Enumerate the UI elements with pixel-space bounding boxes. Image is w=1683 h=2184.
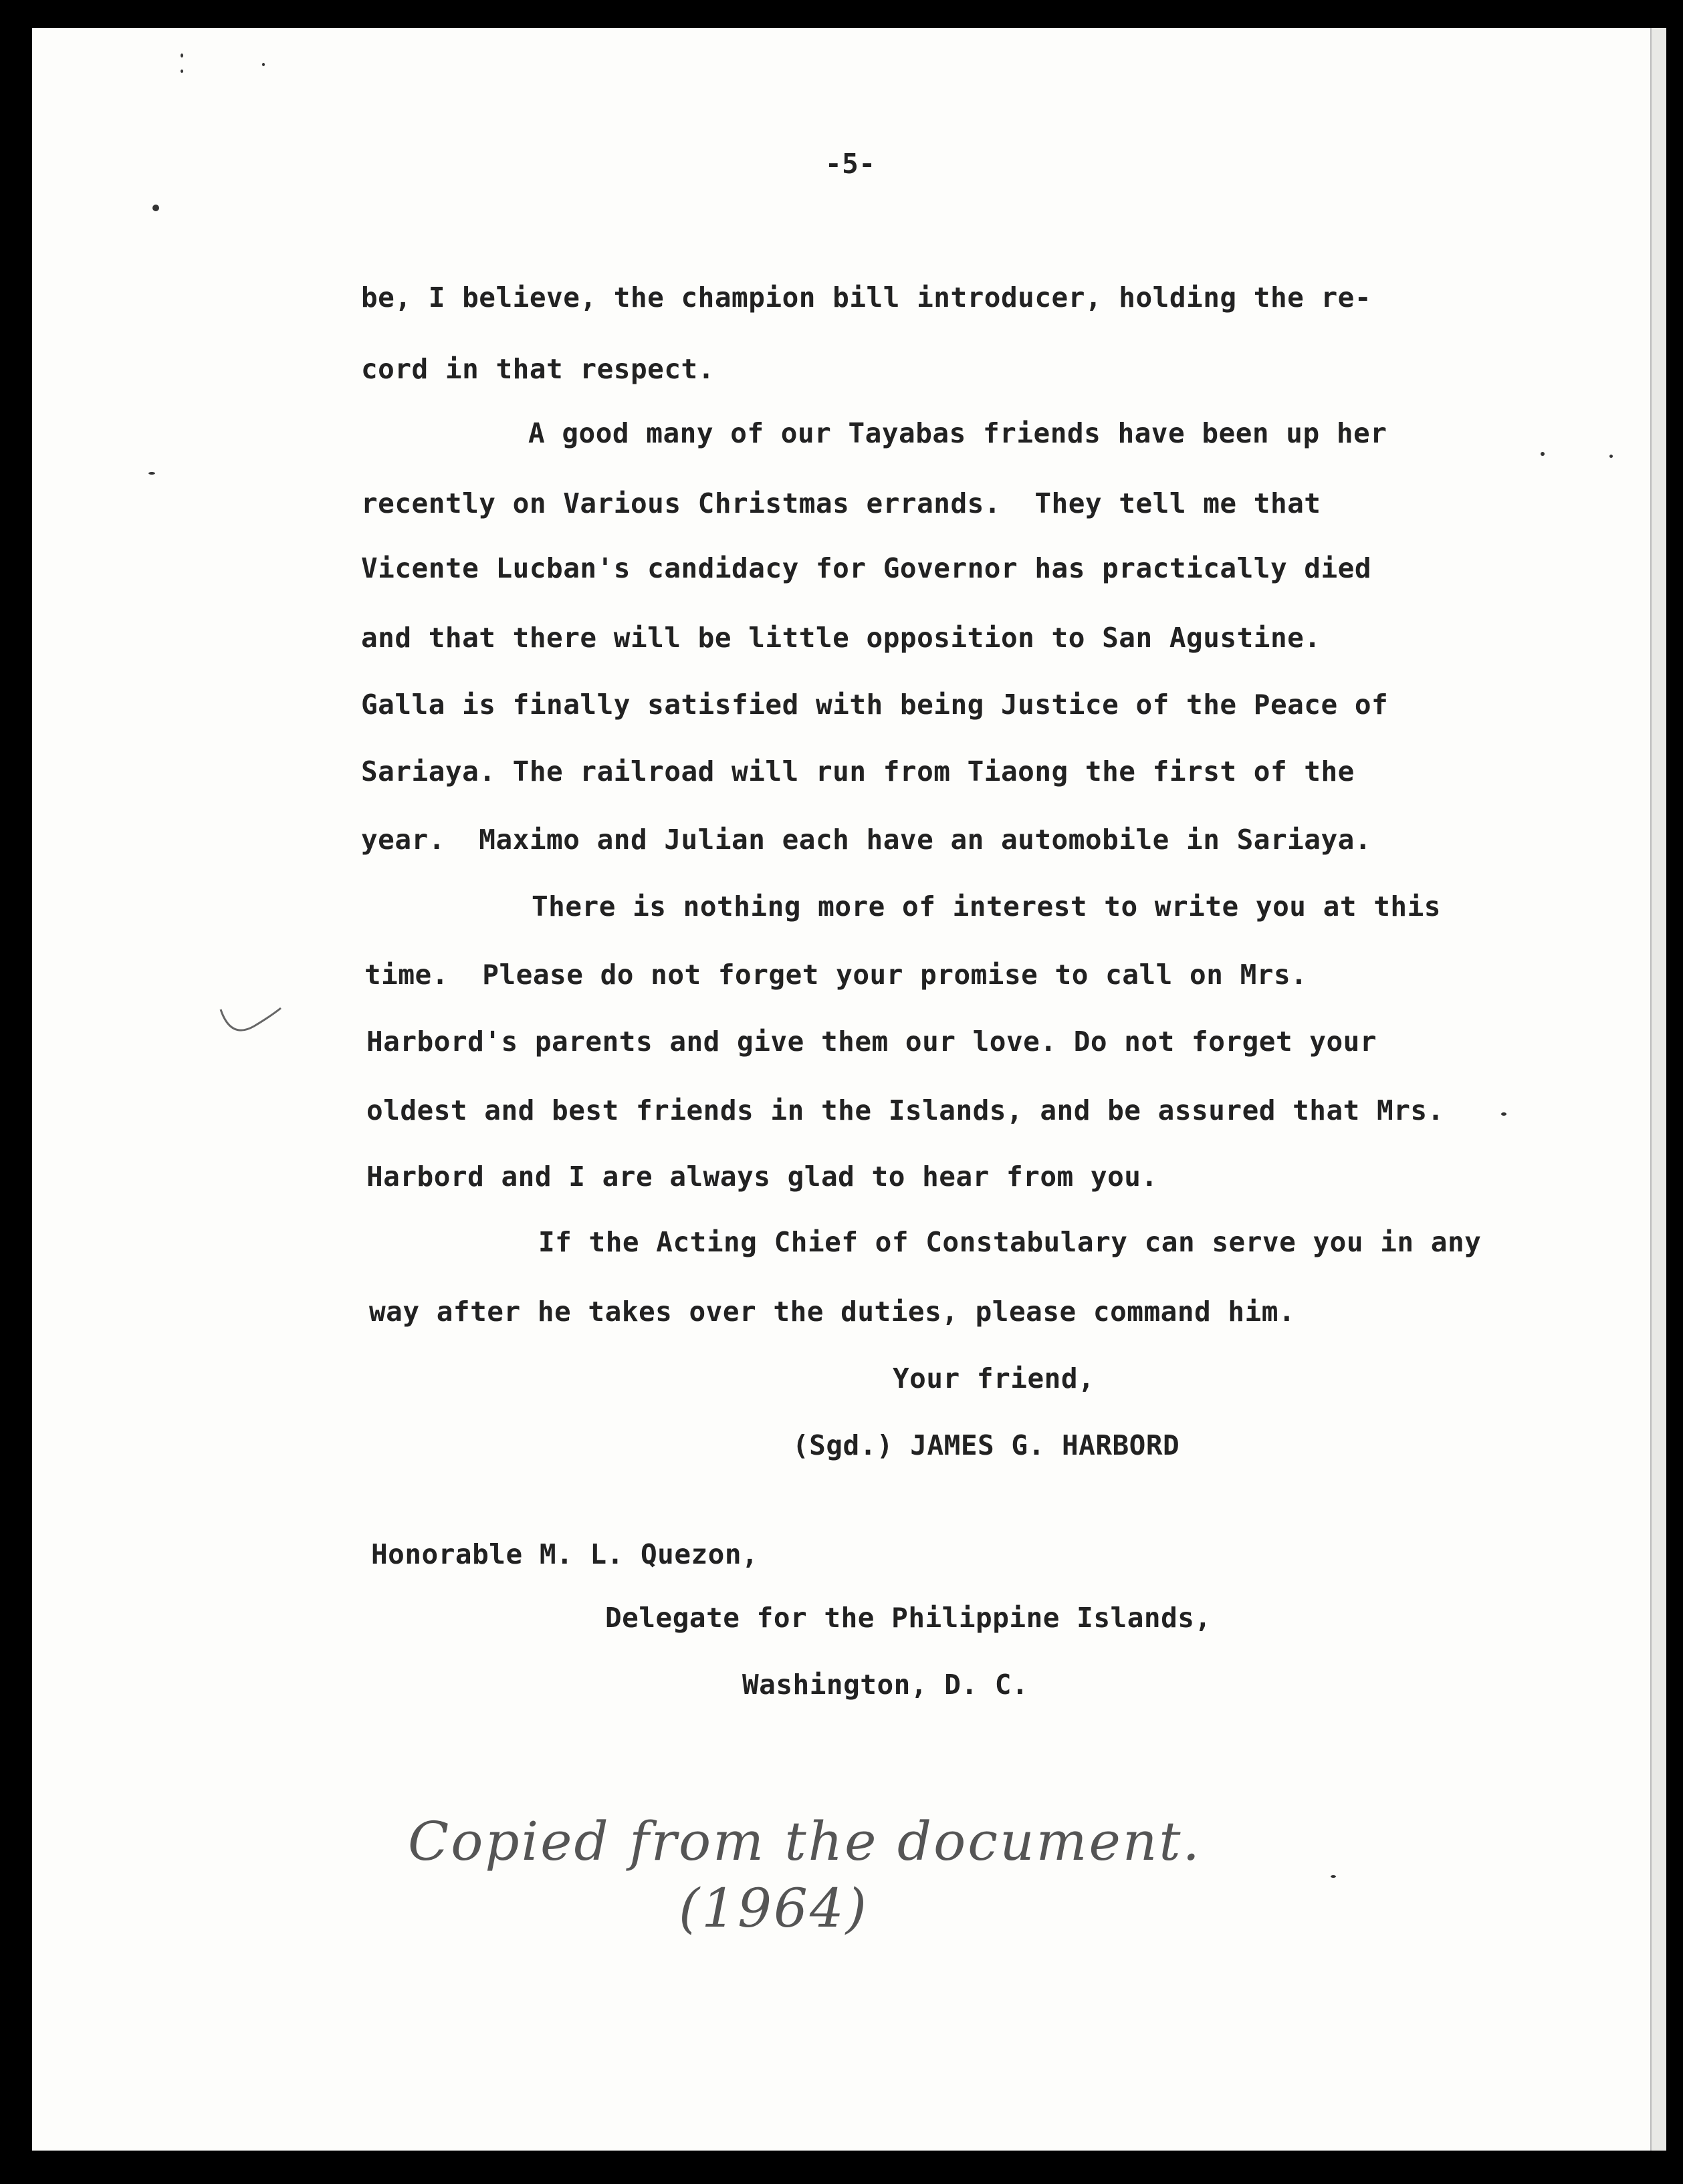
- body-line: way after he takes over the duties, please command him.: [369, 1296, 1296, 1328]
- scan-speck: [1609, 455, 1613, 458]
- handwritten-note-line2: (1964): [679, 1877, 869, 1939]
- pencil-tick-mark: [214, 996, 294, 1050]
- addressee-title: Delegate for the Philippine Islands,: [605, 1602, 1212, 1634]
- scan-speck: [1331, 1875, 1336, 1878]
- scan-speck: [262, 63, 265, 66]
- scan-speck: [181, 53, 183, 57]
- body-line: time. Please do not forget your promise to call on Mrs.: [364, 959, 1308, 991]
- body-line: be, I believe, the champion bill introducer, holding the re-: [361, 281, 1372, 314]
- signature: (Sgd.) JAMES G. HARBORD: [792, 1429, 1180, 1461]
- body-line: cord in that respect.: [361, 353, 715, 385]
- scan-speck: [148, 472, 155, 475]
- body-line: Galla is finally satisfied with being Justice of the Peace of: [361, 689, 1389, 721]
- body-line: Sariaya. The railroad will run from Tiaong the first of the: [361, 755, 1355, 787]
- body-line: Vicente Lucban's candidacy for Governor has practically died: [361, 552, 1372, 584]
- body-line: Harbord and I are always glad to hear from you.: [366, 1161, 1158, 1193]
- body-line: year. Maximo and Julian each have an automobile in Sariaya.: [361, 824, 1372, 856]
- scan-speck: [1501, 1112, 1506, 1116]
- scan-speck: [181, 70, 183, 73]
- body-line: oldest and best friends in the Islands, and be assured that Mrs.: [366, 1094, 1444, 1126]
- addressee-location: Washington, D. C.: [742, 1669, 1029, 1701]
- body-line: If the Acting Chief of Constabulary can serve you in any: [538, 1226, 1482, 1258]
- scan-speck: [152, 205, 159, 211]
- page-number: -5-: [825, 148, 876, 180]
- closing: Your friend,: [893, 1362, 1095, 1394]
- body-line: There is nothing more of interest to write you at this: [532, 890, 1441, 923]
- body-line: Harbord's parents and give them our love. Do not forget your: [366, 1025, 1377, 1058]
- page-edge: [1650, 28, 1666, 2151]
- body-line: recently on Various Christmas errands. They tell me that: [361, 487, 1321, 519]
- scan-speck: [1541, 452, 1545, 456]
- handwritten-note-line1: Copied from the document.: [408, 1810, 1202, 1872]
- body-line: and that there will be little opposition to San Agustine.: [361, 622, 1321, 654]
- body-line: A good many of our Tayabas friends have been up her: [528, 417, 1387, 449]
- addressee-name: Honorable M. L. Quezon,: [371, 1538, 759, 1570]
